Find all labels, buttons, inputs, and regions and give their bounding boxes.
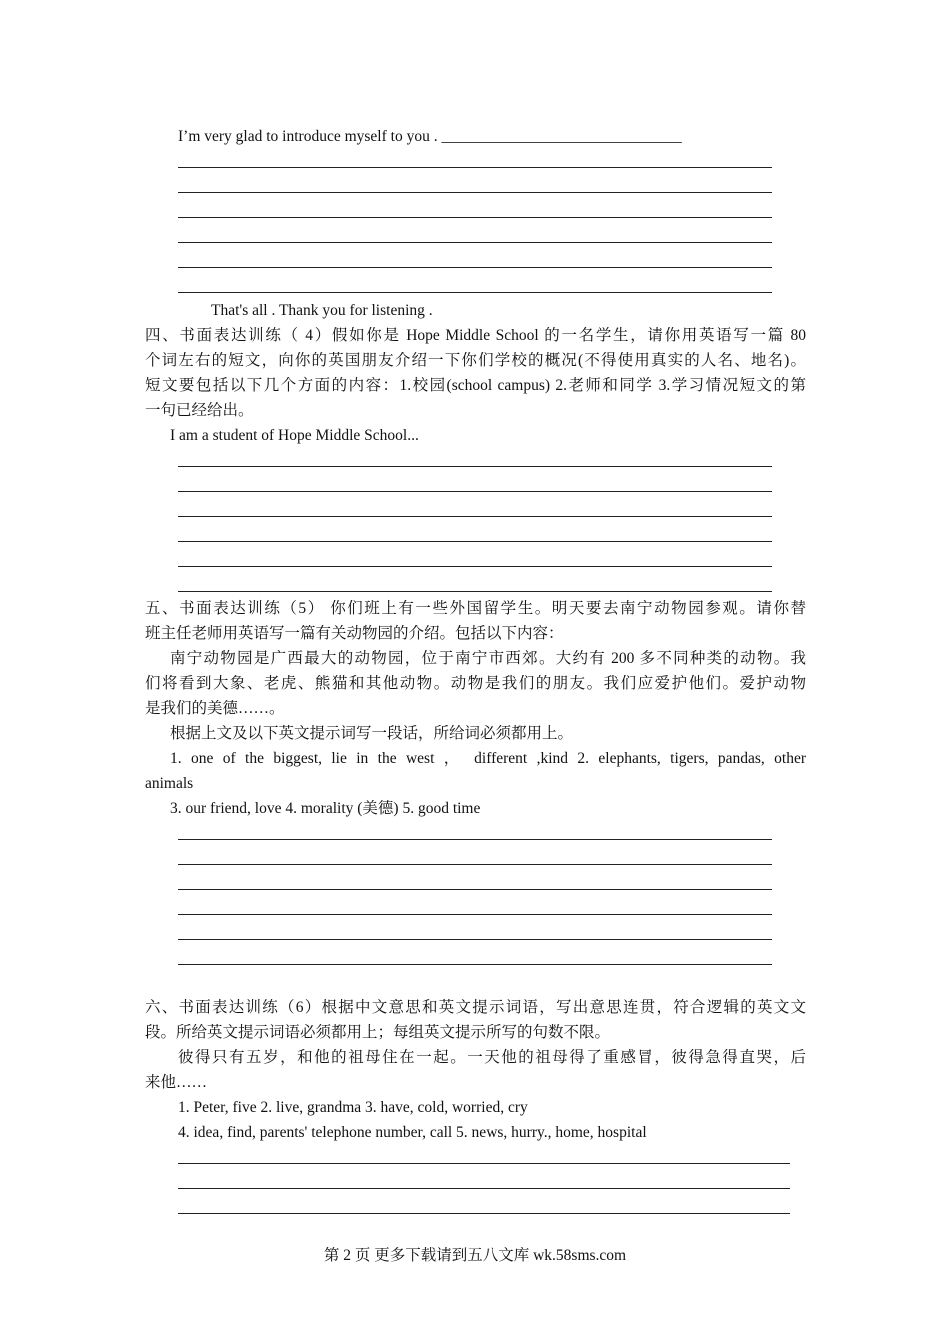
answer-line <box>178 864 772 865</box>
page-footer: 第 2 页 更多下载请到五八文库 wk.58sms.com <box>323 1247 627 1264</box>
section5-hint-line1-cont: animals <box>145 775 194 792</box>
answer-line <box>178 466 772 467</box>
answer-line <box>178 939 772 940</box>
section6-heading-line2: 段。所给英文提示词语必须都用上；每组英文提示所写的句数不限。 <box>145 1024 611 1041</box>
section4-heading-line2: 个词左右的短文，向你的英国朋友介绍一下你们学校的概况(不得使用真实的人名、地名)。 <box>145 352 806 369</box>
section4-heading-line3: 短文要包括以下几个方面的内容：1.校园(school campus) 2.老师和同学 3.学习情况短文的第 <box>145 377 806 394</box>
answer-line <box>178 491 772 492</box>
section5-hint-line2: 3. our friend, love 4. morality (美德) 5. good time <box>170 800 481 817</box>
answer-line <box>178 192 772 193</box>
section5-heading-line1: 五、书面表达训练（5） 你们班上有一些外国留学生。明天要去南宁动物园参观。请你替 <box>145 600 806 617</box>
answer-line <box>178 839 772 840</box>
section5-instruction: 根据上文及以下英文提示词写一段话，所给词必须都用上。 <box>170 725 574 742</box>
section5-para-line1: 南宁动物园是广西最大的动物园，位于南宁市西郊。大约有 200 多不同种类的动物。我 <box>170 650 806 667</box>
answer-line <box>178 1188 790 1189</box>
answer-line <box>178 167 772 168</box>
answer-line <box>178 541 772 542</box>
answer-line <box>178 516 772 517</box>
section6-heading-line1: 六、书面表达训练（6）根据中文意思和英文提示词语，写出意思连贯，符合逻辑的英文文 <box>145 999 806 1016</box>
section4-heading-line4: 一句已经给出。 <box>145 402 254 419</box>
section6-para-line2: 来他…… <box>145 1074 208 1091</box>
section4-heading-line1: 四、书面表达训练（ 4）假如你是 Hope Middle School 的一名学生，请你用英语写一篇 80 <box>145 327 806 344</box>
answer-line <box>178 1163 790 1164</box>
section6-hint-line1: 1. Peter, five 2. live, grandma 3. have, cold, worried, cry <box>178 1099 528 1116</box>
section5-para-line3: 是我们的美德……。 <box>145 700 285 717</box>
section3-intro: I’m very glad to introduce myself to you . _______________________________ <box>178 128 682 145</box>
answer-line <box>178 964 772 965</box>
section6-hint-line2: 4. idea, find, parents' telephone number, call 5. news, hurry., home, hospital <box>178 1124 647 1141</box>
answer-line <box>178 914 772 915</box>
answer-line <box>178 217 772 218</box>
answer-line <box>178 591 772 592</box>
answer-line <box>178 566 772 567</box>
section3-closing: That's all . Thank you for listening . <box>211 302 433 319</box>
section4-first-sentence: I am a student of Hope Middle School... <box>170 427 419 444</box>
section6-para-line1: 彼得只有五岁，和他的祖母住在一起。一天他的祖母得了重感冒，彼得急得直哭，后 <box>178 1049 806 1066</box>
answer-line <box>178 267 772 268</box>
section5-para-line2: 们将看到大象、老虎、熊猫和其他动物。动物是我们的朋友。我们应爱护他们。爱护动物 <box>145 675 806 692</box>
answer-line <box>178 242 772 243</box>
answer-line <box>178 889 772 890</box>
section5-heading-line2: 班主任老师用英语写一篇有关动物园的介绍。包括以下内容： <box>145 625 564 642</box>
section5-hint-line1: 1. one of the biggest, lie in the west ， different ,kind 2. elephants, tigers, pandas, other <box>170 750 806 767</box>
answer-line <box>178 1213 790 1214</box>
answer-line <box>178 292 772 293</box>
